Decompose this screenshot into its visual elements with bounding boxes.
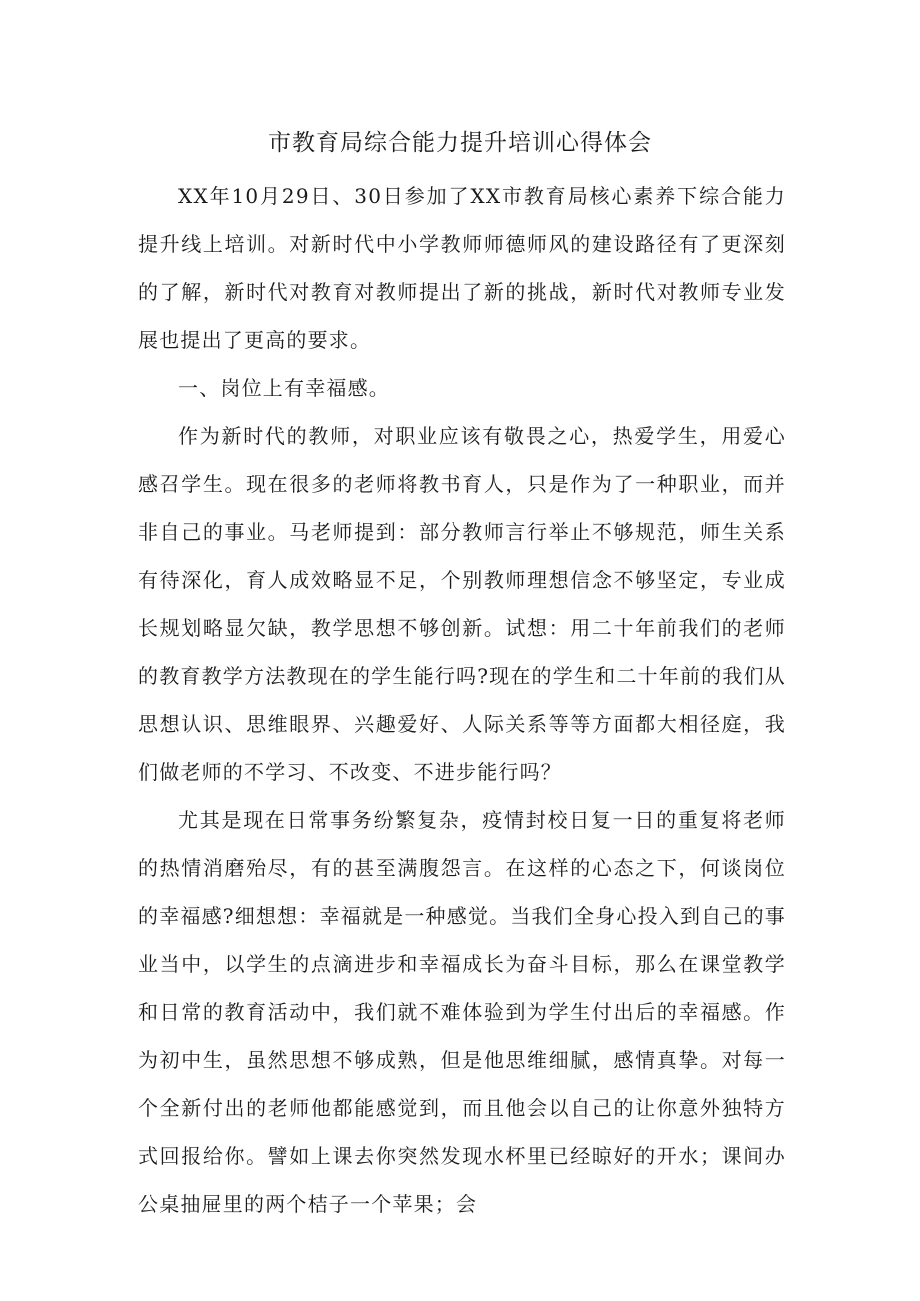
body-paragraph: 作为新时代的教师，对职业应该有敬畏之心，热爱学生，用爱心感召学生。现在很多的老师将教书育人，只是作为了一种职业，而并非自己的事业。马老师提到：部分教师言行举止不够规范，师生关系有待深化，育人成效略显不足，个别教师理想信念不够坚定，专业成长规划略显欠缺，教学思想不够创新。试想：用二十年前我们的老师的教育教学方法教现在的学生能行吗?现在的学生和二十年前的我们从思想认识、思维眼界、兴趣爱好、人际关系等等方面都大相径庭，我们做老师的不学习、不改变、不进步能行吗？ bbox=[138, 424, 786, 784]
document-title: 市教育局综合能力提升培训心得体会 bbox=[268, 130, 652, 156]
intro-paragraph: XX年10月29日、30日参加了XX市教育局核心素养下综合能力提升线上培训。对新时代中小学教师师德师风的建设路径有了更深刻的了解，新时代对教育对教师提出了新的挑战，新时代对教师专业发展也提出了更高的要求。 bbox=[138, 184, 786, 352]
document-body bbox=[138, 172, 786, 1228]
body-paragraph: 尤其是现在日常事务纷繁复杂，疫情封校日复一日的重复将老师的热情消磨殆尽，有的甚至满腹怨言。在这样的心态之下，何谈岗位的幸福感?细想想：幸福就是一种感觉。当我们全身心投入到自己的事业当中，以学生的点滴进步和幸福成长为奋斗目标，那么在课堂教学和日常的教育活动中，我们就不难体验到为学生付出后的幸福感。作为初中生，虽然思想不够成熟，但是他思维细腻，感情真挚。对每一个全新付出的老师他都能感觉到，而且他会以自己的让你意外独特方式回报给你。譬如上课去你突然发现水杯里已经晾好的开水；课间办公桌抽屉里的两个桔子一个苹果；会 bbox=[138, 808, 786, 1216]
section-heading: 一、岗位上有幸福感。 bbox=[178, 376, 390, 400]
